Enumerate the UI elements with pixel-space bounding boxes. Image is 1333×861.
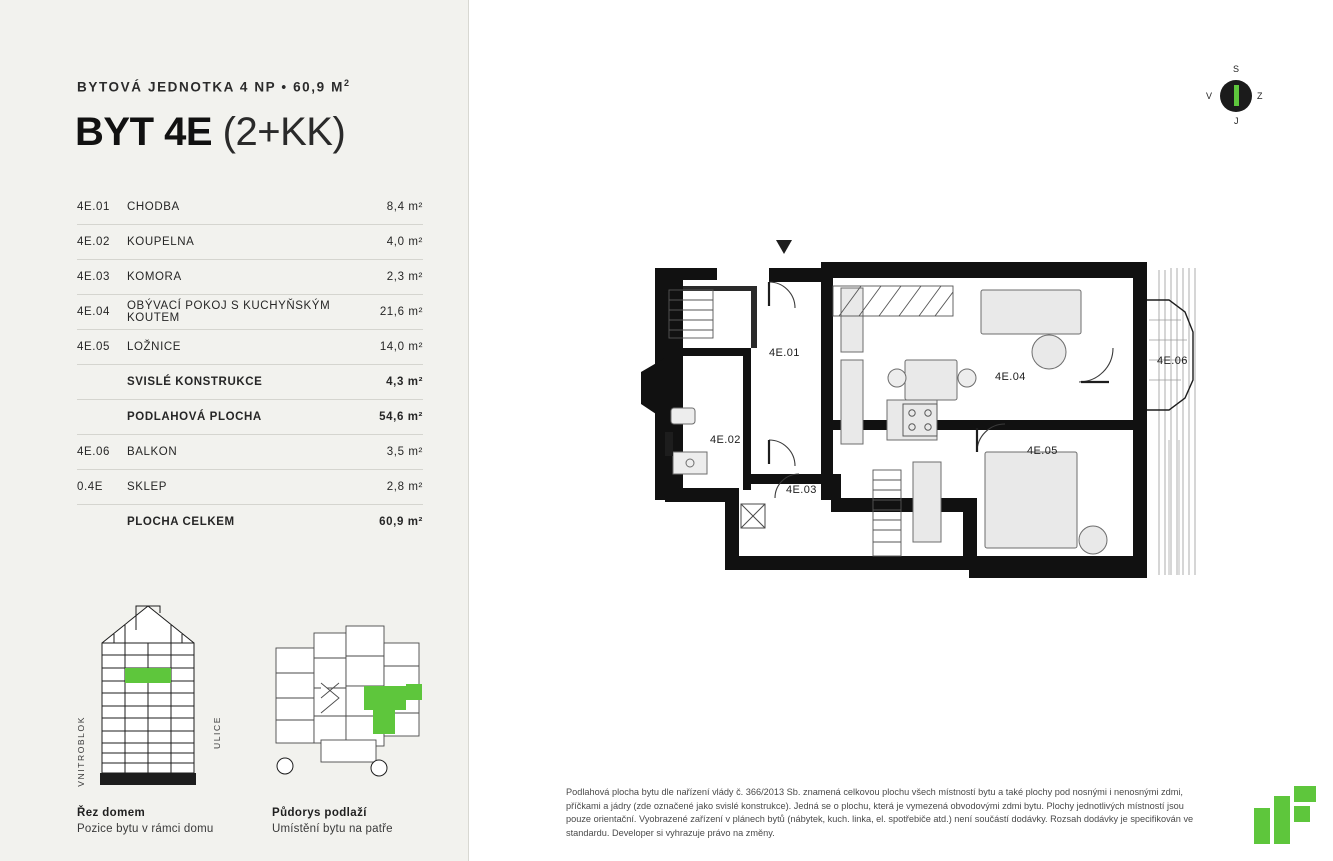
brand-logo <box>1254 786 1316 844</box>
room-name: SKLEP <box>127 481 168 493</box>
plan-label-4E01: 4E.01 <box>769 347 800 359</box>
room-area: 2,8 m² <box>386 481 423 493</box>
section-caption <box>77 807 213 835</box>
room-area: 60,9 m² <box>379 516 423 528</box>
table-row <box>77 295 423 330</box>
apartment-floorplan <box>469 0 1333 861</box>
floorplan-caption-sub: Umístění bytu na patře <box>272 823 393 835</box>
section-label-vnitroblok: VNITROBLOK <box>76 716 86 787</box>
room-area: 4,3 m² <box>386 376 423 388</box>
floorplan-caption <box>272 807 393 835</box>
room-code: 4E.06 <box>77 446 111 458</box>
section-caption-title: Řez domem <box>77 807 146 819</box>
compass-label-east: Z <box>1257 91 1263 101</box>
room-table <box>77 190 423 539</box>
table-row <box>77 190 423 225</box>
table-row <box>77 330 423 365</box>
room-code: 4E.05 <box>77 341 111 353</box>
plan-label-4E02: 4E.02 <box>710 434 741 446</box>
room-code: 4E.01 <box>77 201 111 213</box>
table-row <box>77 470 423 505</box>
unit-subtitle <box>77 78 351 95</box>
room-name: KOUPELNA <box>127 236 195 248</box>
room-code: 4E.03 <box>77 271 111 283</box>
room-area: 3,5 m² <box>386 446 423 458</box>
room-name: KOMORA <box>127 271 182 283</box>
compass-label-south: J <box>1234 116 1239 126</box>
floorplan-caption-title: Půdorys podlaží <box>272 807 367 819</box>
room-name: PODLAHOVÁ PLOCHA <box>127 411 262 423</box>
room-name: OBÝVACÍ POKOJ S KUCHYŇSKÝM KOUTEM <box>127 300 331 324</box>
floor-plan-mini-diagram <box>261 588 451 788</box>
page-title-code: BYT 4E <box>75 110 213 154</box>
diagram-area <box>66 588 456 848</box>
room-code: 0.4E <box>77 481 104 493</box>
section-label-ulice: ULICE <box>212 716 222 750</box>
entrance-arrow-icon <box>776 240 792 254</box>
page-title <box>75 110 345 155</box>
table-row <box>77 505 423 539</box>
unit-highlight-section <box>125 668 171 683</box>
page-title-type: (2+KK) <box>222 110 346 154</box>
room-name: PLOCHA CELKEM <box>127 516 235 528</box>
room-code: 4E.02 <box>77 236 111 248</box>
room-area: 54,6 m² <box>379 411 423 423</box>
room-name: SVISLÉ KONSTRUKCE <box>127 376 263 388</box>
plan-label-4E03: 4E.03 <box>786 484 817 496</box>
unit-subtitle-text: BYTOVÁ JEDNOTKA 4 NP • 60,9 M <box>77 79 344 95</box>
table-row <box>77 365 423 400</box>
room-code: 4E.04 <box>77 306 111 318</box>
room-area: 2,3 m² <box>386 271 423 283</box>
table-row <box>77 435 423 470</box>
room-name: LOŽNICE <box>127 341 182 353</box>
room-name: BALKON <box>127 446 178 458</box>
room-area: 14,0 m² <box>379 341 423 353</box>
section-caption-sub: Pozice bytu v rámci domu <box>77 823 214 835</box>
plan-label-4E05: 4E.05 <box>1027 445 1058 457</box>
plan-label-4E04: 4E.04 <box>995 371 1026 383</box>
building-section-diagram <box>68 588 268 788</box>
table-row <box>77 225 423 260</box>
compass-label-north: S <box>1233 64 1240 74</box>
room-area: 8,4 m² <box>386 201 423 213</box>
floorplan-svg <box>469 0 1333 861</box>
room-area: 4,0 m² <box>386 236 423 248</box>
table-row <box>77 260 423 295</box>
table-row <box>77 400 423 435</box>
plan-label-4E06: 4E.06 <box>1157 355 1188 367</box>
compass-label-west: V <box>1206 91 1213 101</box>
room-area: 21,6 m² <box>379 306 423 318</box>
legal-footnote: Podlahová plocha bytu dle nařízení vlády č. 366/2013 Sb. znamená celkovou plochu všech místností bytu a také plochy pod nosnými i nenosnými zdmi, příčkami a jádry (zde označené jako svislé konstrukce). Jedná se o plochu, která je vymezená obvodovými zdmi bytu. Plochy jednotlivých místností jsou pouze orientační. Vyobrazené zařízení v plánech bytů (nábytek, kuch. linka, el. spotřebiče atd.) není součástí dodávky. Rozsah dodávky je specifikován ve standardu. Developer si vyhrazuje právo na změny. <box>566 787 1194 838</box>
room-name: CHODBA <box>127 201 180 213</box>
unit-subtitle-sup: 2 <box>343 78 351 88</box>
